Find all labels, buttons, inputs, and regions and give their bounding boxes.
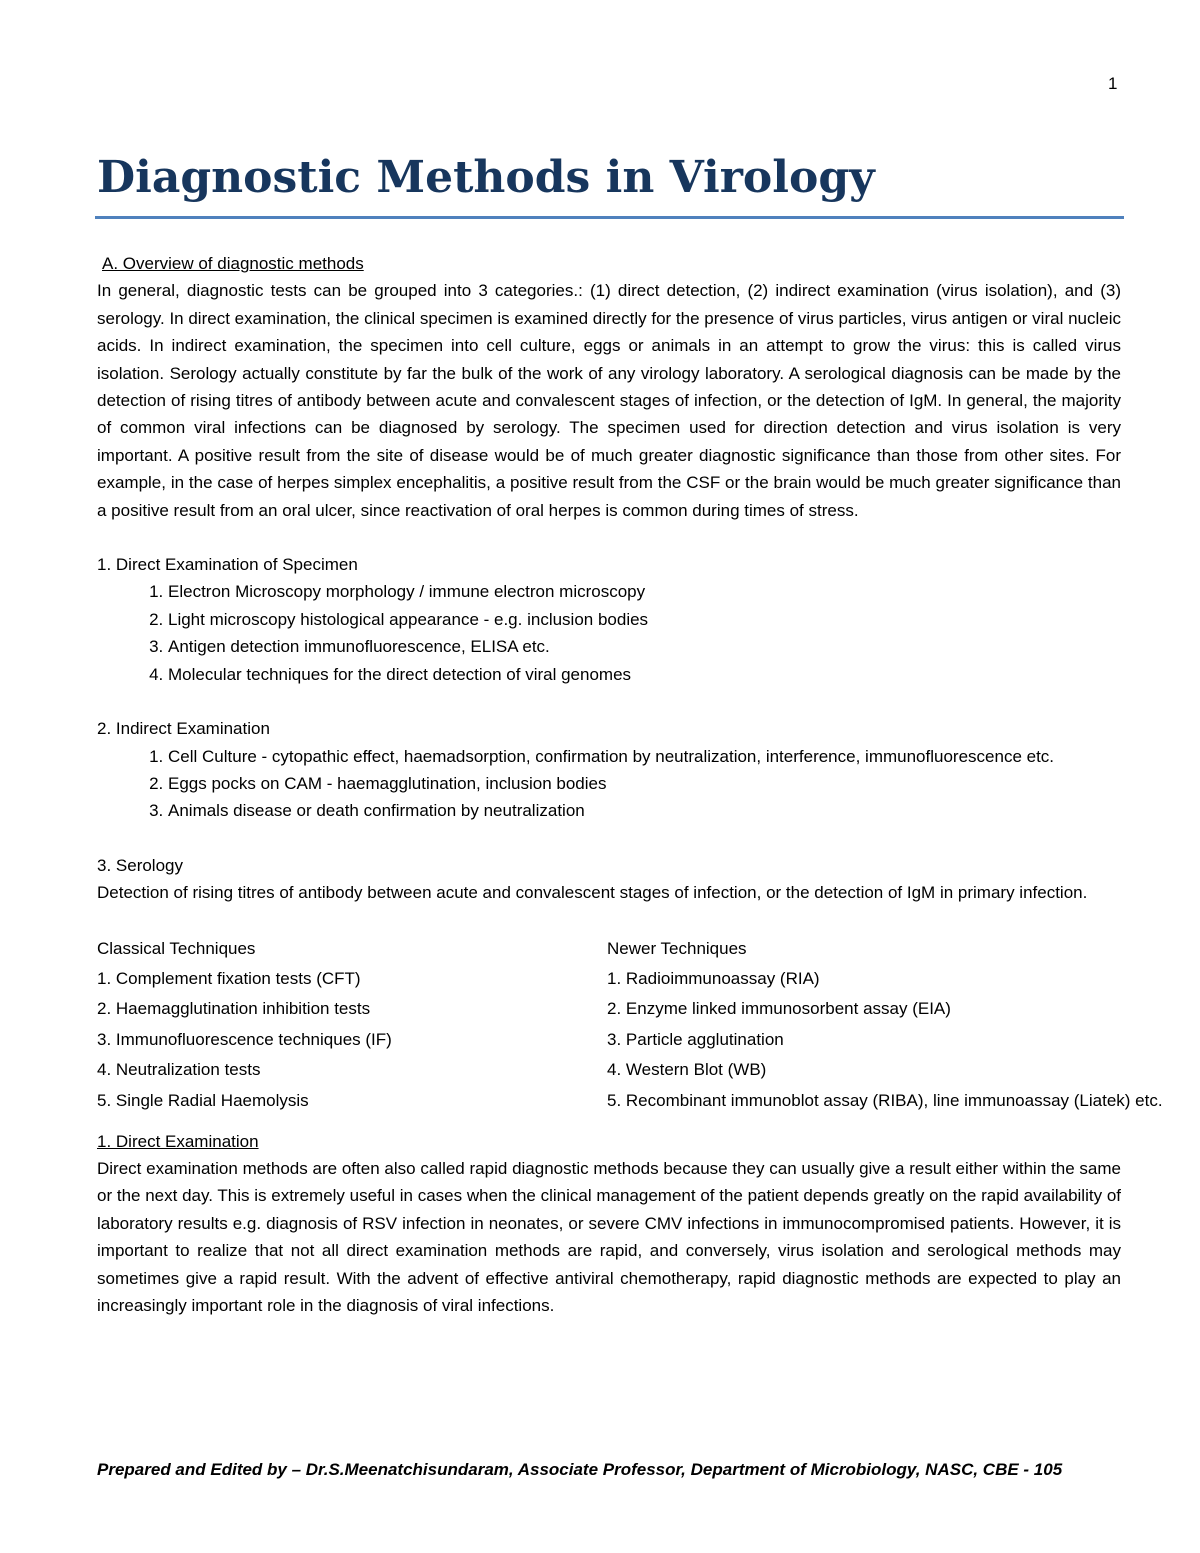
direct-examination-of-specimen-heading: 1. Direct Examination of Specimen [97,555,358,575]
page-number: 1 [1108,74,1118,93]
list-item: 2. Light microscopy histological appearance - e.g. inclusion bodies [168,606,1121,633]
list-item: 5. Single Radial Haemolysis [97,1090,309,1110]
title-rule [95,216,1124,219]
classical-techniques-column [97,934,392,1116]
list-item: 5. Recombinant immunoblot assay (RIBA), line immunoassay (Liatek) etc. [607,1090,1163,1110]
list-item: 1. Radioimmunoassay (RIA) [607,968,820,988]
list-item: 3. Antigen detection immunofluorescence, ELISA etc. [168,633,1121,660]
list-item: 3. Particle agglutination [607,1029,784,1049]
techniques-columns [97,934,1163,1110]
list-item: 4. Molecular techniques for the direct detection of viral genomes [168,661,1121,688]
list-item: 3. Animals disease or death confirmation by neutralization [168,797,1121,824]
overview-heading: A. Overview of diagnostic methods [102,254,364,273]
serology-heading: 3. Serology [97,855,183,875]
indirect-examination-heading: 2. Indirect Examination [97,719,270,739]
list-item: 2. Enzyme linked immunosorbent assay (EIA) [607,999,951,1019]
list-item: 4. Neutralization tests [97,1060,261,1080]
classical-techniques-heading: Classical Techniques [97,938,256,958]
list-item: 1. Complement fixation tests (CFT) [97,968,361,988]
list-item: 3. Immunofluorescence techniques (IF) [97,1029,392,1049]
footer-credit: Prepared and Edited by – Dr.S.Meenatchisundaram, Associate Professor, Department of Microbiology, NASC, CBE - 105 [97,1460,1063,1479]
list-item: 4. Western Blot (WB) [607,1060,767,1080]
serology-paragraph: Detection of rising titres of antibody between acute and convalescent stages of infection, or the detection of IgM in primary infection. [97,883,1088,903]
direct-examination-list [97,578,1121,688]
direct-examination-heading: 1. Direct Examination [97,1131,259,1151]
list-item: 1. Electron Microscopy morphology / immune electron microscopy [168,578,1121,605]
newer-techniques-heading: Newer Techniques [607,938,747,958]
list-item: 2. Haemagglutination inhibition tests [97,999,371,1019]
list-item: 2. Eggs pocks on CAM - haemagglutination, inclusion bodies [168,770,1121,797]
document-body [97,250,1163,1319]
newer-techniques-column [607,934,1163,1116]
direct-examination-paragraph: Direct examination methods are often also called rapid diagnostic methods because they can usually give a result either within the same or the next day. This is extremely useful in cases when the clinical management of the patient depends greatly on the rapid availability of laboratory results e.g. diagnosis of RSV infection in neonates, or severe CMV infections in immunocompromised patients. However, it is important to realize that not all direct examination methods are rapid, and conversely, virus isolation and serological methods may sometimes give a rapid result. With the advent of effective antiviral chemotherapy, rapid diagnostic methods are expected to play an increasingly important role in the diagnosis of viral infections. [97,1158,1121,1315]
list-item: 1. Cell Culture - cytopathic effect, haemadsorption, confirmation by neutralization, interference, immunofluorescence etc. [168,743,1121,770]
overview-paragraph: In general, diagnostic tests can be grouped into 3 categories.: (1) direct detection, (2) indirect examination (virus isolation), and (3) serology. In direct examination, the clinical specimen is examined directly for the presence of virus particles, virus antigen or viral nucleic acids. In indirect examination, the specimen into cell culture, eggs or animals in an attempt to grow the virus: this is called virus isolation. Serology actually constitute by far the bulk of the work of any virology laboratory. A serological diagnosis can be made by the detection of rising titres of antibody between acute and convalescent stages of infection, or the detection of IgM. In general, the majority of common viral infections can be diagnosed by serology. The specimen used for direction detection and virus isolation is very important. A positive result from the site of disease would be of much greater diagnostic significance than those from other sites. For example, in the case of herpes simplex encephalitis, a positive result from the CSF or the brain would be much greater significance than a positive result from an oral ulcer, since reactivation of oral herpes is common during times of stress. [97,281,1121,520]
document-title: Diagnostic Methods in Virology [97,152,875,203]
indirect-examination-list [97,743,1121,825]
